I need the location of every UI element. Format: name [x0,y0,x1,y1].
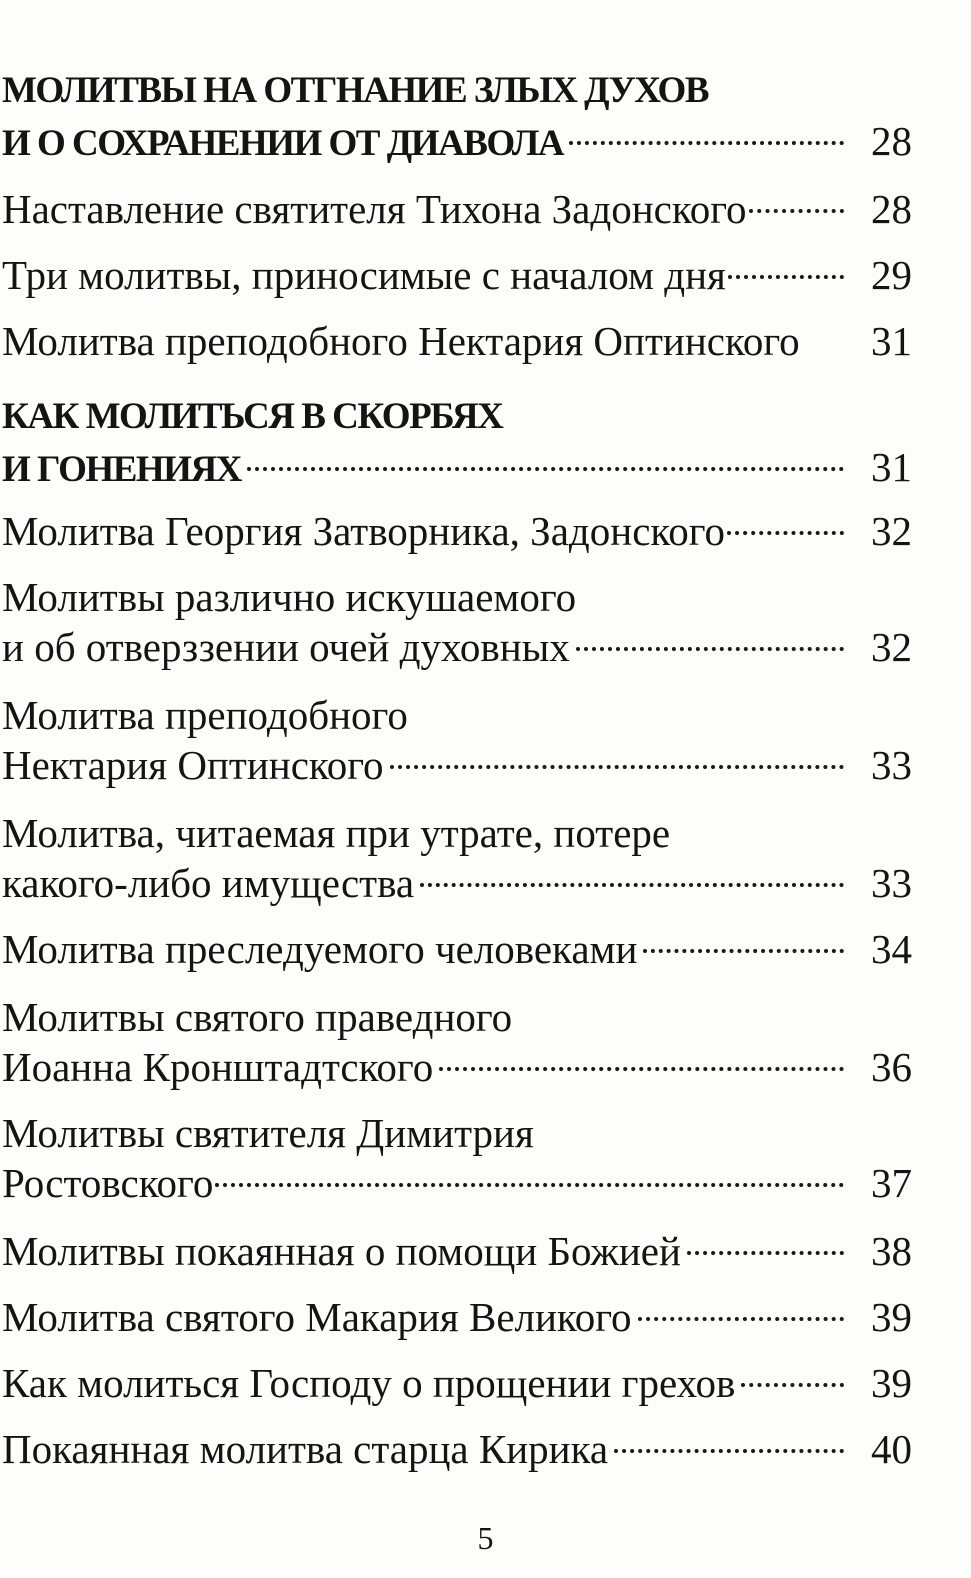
toc-page-number: 29 [871,252,912,298]
toc-section-heading-line: КАК МОЛИТЬСЯ В СКОРБЯХ [2,396,503,437]
toc-entry [2,506,912,556]
toc-entry [2,1226,912,1276]
toc-entry-title: Три молитвы, приносимые с началом дня [2,252,726,298]
dot-leader [439,1067,844,1071]
toc-entry-title: какого-либо имущества [2,860,415,906]
toc-section-heading-line: И О СОХРАНЕНИИ ОТ ДИАВОЛА [2,123,564,164]
toc-section-heading-line: МОЛИТВЫ НА ОТГНАНИЕ ЗЛЫХ ДУХОВ [2,70,709,111]
toc-page-number: 33 [871,742,912,788]
toc-entry [2,1108,912,1208]
dot-leader [420,883,844,887]
toc-entry-title: Молитва преподобного Нектария Оптинского [2,318,800,364]
dot-leader [390,765,844,769]
toc-entry-title: Молитвы святого праведного [2,994,513,1040]
toc-entry [2,572,912,672]
toc-entry [2,1358,912,1408]
toc-entry [2,1292,912,1342]
toc-page-number: 31 [871,444,912,490]
toc-entry-title: Молитва преподобного [2,692,408,738]
toc-entry [2,184,912,234]
toc-section-heading [2,392,912,495]
toc-entry-title: Молитвы святителя Димитрия [2,1110,534,1156]
dot-leader [569,141,844,145]
toc-page-number: 34 [871,926,912,972]
toc-entry [2,690,912,790]
toc-entry-title: Молитва, читаемая при утрате, потере [2,810,671,856]
toc-page-number: 32 [871,624,912,670]
toc-entry-title: Как молиться Господу о прощении грехов [2,1360,736,1406]
toc-page-number: 31 [871,318,912,364]
toc-page-number: 28 [871,186,912,232]
dot-leader [727,531,844,535]
toc-page-number: 33 [871,860,912,906]
dot-leader [741,1383,844,1387]
dot-leader [215,1183,844,1187]
toc-entry-title: Молитвы различно искушаемого [2,574,577,620]
toc-entry-title: Молитва святого Макария Великого [2,1294,632,1340]
toc-page-number: 36 [871,1044,912,1090]
toc-entry-title: Молитва Георгия Затворника, Задонского [2,508,726,554]
toc-page-number: 39 [871,1294,912,1340]
toc-entry [2,250,912,300]
toc-page-number: 28 [871,118,912,164]
toc-entry-title: Наставление святителя Тихона Задонского [2,186,747,232]
toc-entry-title: Нектария Оптинского [2,742,384,788]
toc-section-heading-line: И ГОНЕНИЯХ [2,449,241,490]
toc-entry [2,924,912,974]
dot-leader [247,467,844,471]
toc-entry-title: Молитвы покаянная о помощи Божией [2,1228,681,1274]
toc-entry [2,808,912,908]
toc-entry-title: и об отверззении очей духовных [2,624,570,670]
dot-leader [614,1449,844,1453]
dot-leader [728,275,844,279]
toc-entry [2,316,912,366]
dot-leader [643,949,844,953]
page-number: 5 [477,1520,494,1556]
toc-entry-title: Молитва преследуемого человеками [2,926,638,972]
dot-leader [638,1317,844,1321]
toc-entry-title: Иоанна Кронштадтского [2,1044,434,1090]
toc-entry-title: Покаянная молитва старца Кирика [2,1426,609,1472]
toc-page-number: 32 [871,508,912,554]
dot-leader [687,1251,844,1255]
toc-section-heading [2,66,912,169]
dot-leader [576,647,844,651]
toc-page-number: 37 [871,1160,912,1206]
toc-entry-title: Ростовского [2,1160,214,1206]
dot-leader [749,209,844,213]
toc-entry [2,1424,912,1474]
toc-page-number: 38 [871,1228,912,1274]
toc-page-number: 39 [871,1360,912,1406]
toc-page-number: 40 [871,1426,912,1472]
toc-entry [2,992,912,1092]
